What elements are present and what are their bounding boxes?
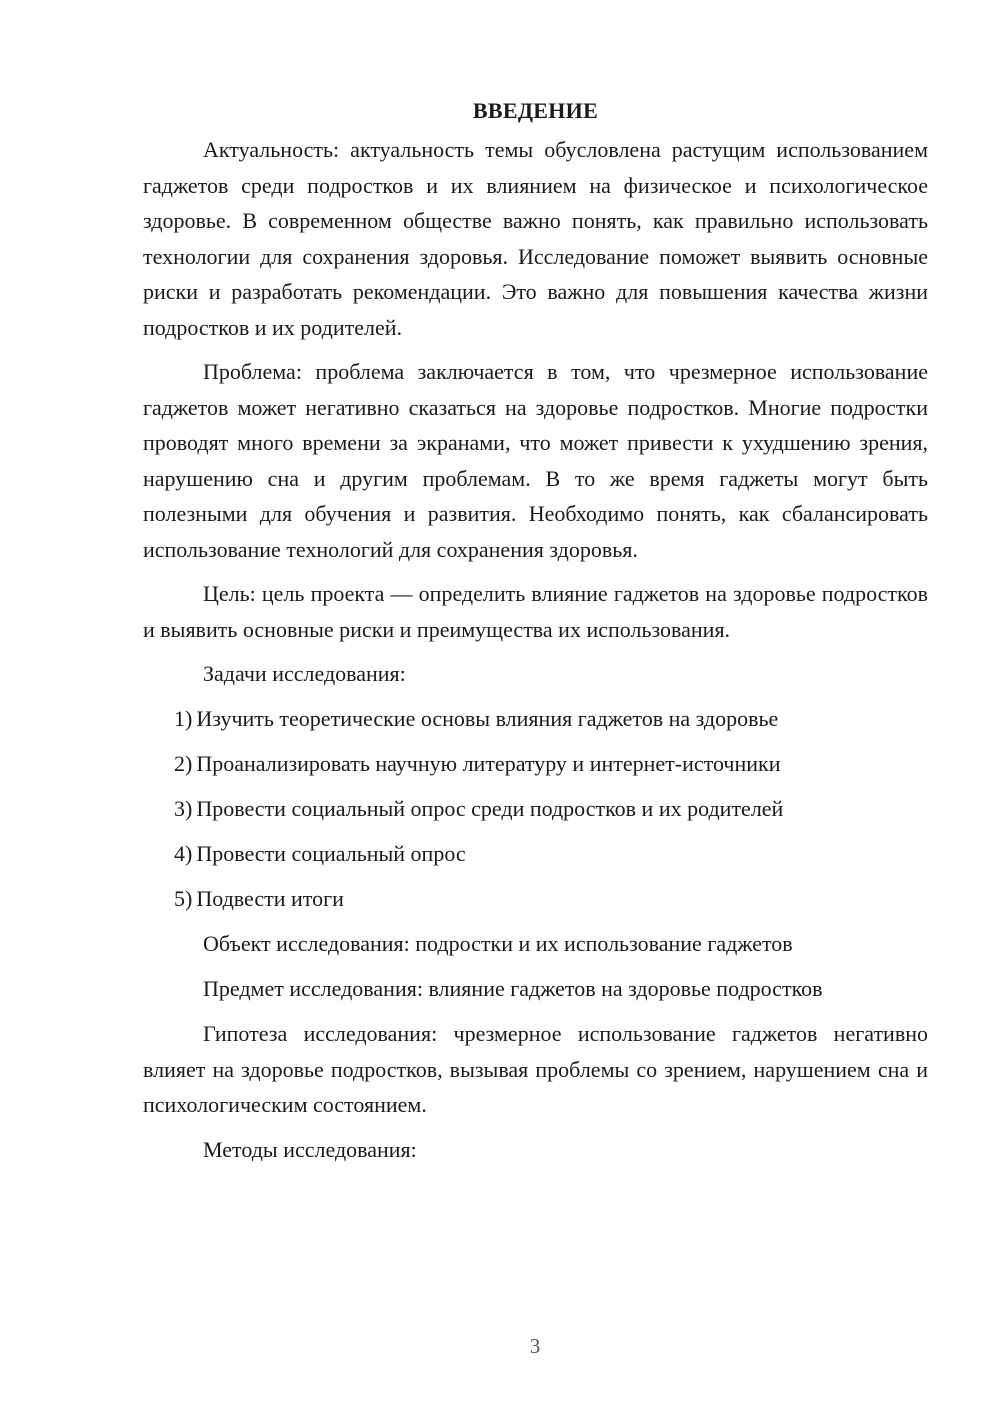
research-subject: Предмет исследования: влияние гаджетов на здоровье подростков <box>203 976 823 1001</box>
page-title: ВВЕДЕНИЕ <box>472 98 599 123</box>
task-number: 1) <box>174 706 193 731</box>
relevance-paragraph: Актуальность: актуальность темы обусловлена растущим использованием гаджетов среди подростков и их влиянием на физическое и психологическое здоровье. В современном обществе важно понять, как правильно использовать технологии для сохранения здоровья. Исследование поможет выявить основные риски и разработать рекомендации. Это важно для повышения качества жизни подростков и их родителей. <box>143 137 928 340</box>
task-text: Подвести итоги <box>196 886 344 911</box>
task-text: Проанализировать научную литературу и интернет-источники <box>196 751 781 776</box>
methods-heading: Методы исследования: <box>203 1136 417 1162</box>
task-number: 3) <box>174 796 193 821</box>
list-item <box>143 701 928 737</box>
problem-paragraph: Проблема: проблема заключается в том, что чрезмерное использование гаджетов может негативно сказаться на здоровье подростков. Многие подростки проводят много времени за экранами, что может привести к ухудшению зрения, нарушению сна и другим проблемам. В то же время гаджеты могут быть полезными для обучения и развития. Необходимо понять, как сбалансировать использование технологий для сохранения здоровья. <box>143 359 928 562</box>
task-text: Изучить теоретические основы влияния гаджетов на здоровье <box>196 706 779 731</box>
list-item <box>143 836 928 872</box>
research-object: Объект исследования: подростки и их использование гаджетов <box>203 931 793 956</box>
list-item <box>143 791 928 827</box>
task-number: 4) <box>174 841 193 866</box>
task-number: 5) <box>174 886 193 911</box>
goal-paragraph: Цель: цель проекта — определить влияние гаджетов на здоровье подростков и выявить основные риски и преимущества их использования. <box>143 581 928 642</box>
task-text: Провести социальный опрос <box>196 841 466 866</box>
task-number: 2) <box>174 751 193 776</box>
task-text: Провести социальный опрос среди подростков и их родителей <box>196 796 784 821</box>
tasks-heading: Задачи исследования: <box>203 661 406 686</box>
tasks-list <box>143 701 928 917</box>
list-item <box>143 746 928 782</box>
list-item <box>143 881 928 917</box>
hypothesis-paragraph: Гипотеза исследования: чрезмерное использование гаджетов негативно влияет на здоровье подростков, вызывая проблемы со зрением, нарушением сна и психологическим состоянием. <box>143 1021 928 1117</box>
page-number: 3 <box>529 1334 541 1358</box>
document-page <box>143 96 928 1177</box>
